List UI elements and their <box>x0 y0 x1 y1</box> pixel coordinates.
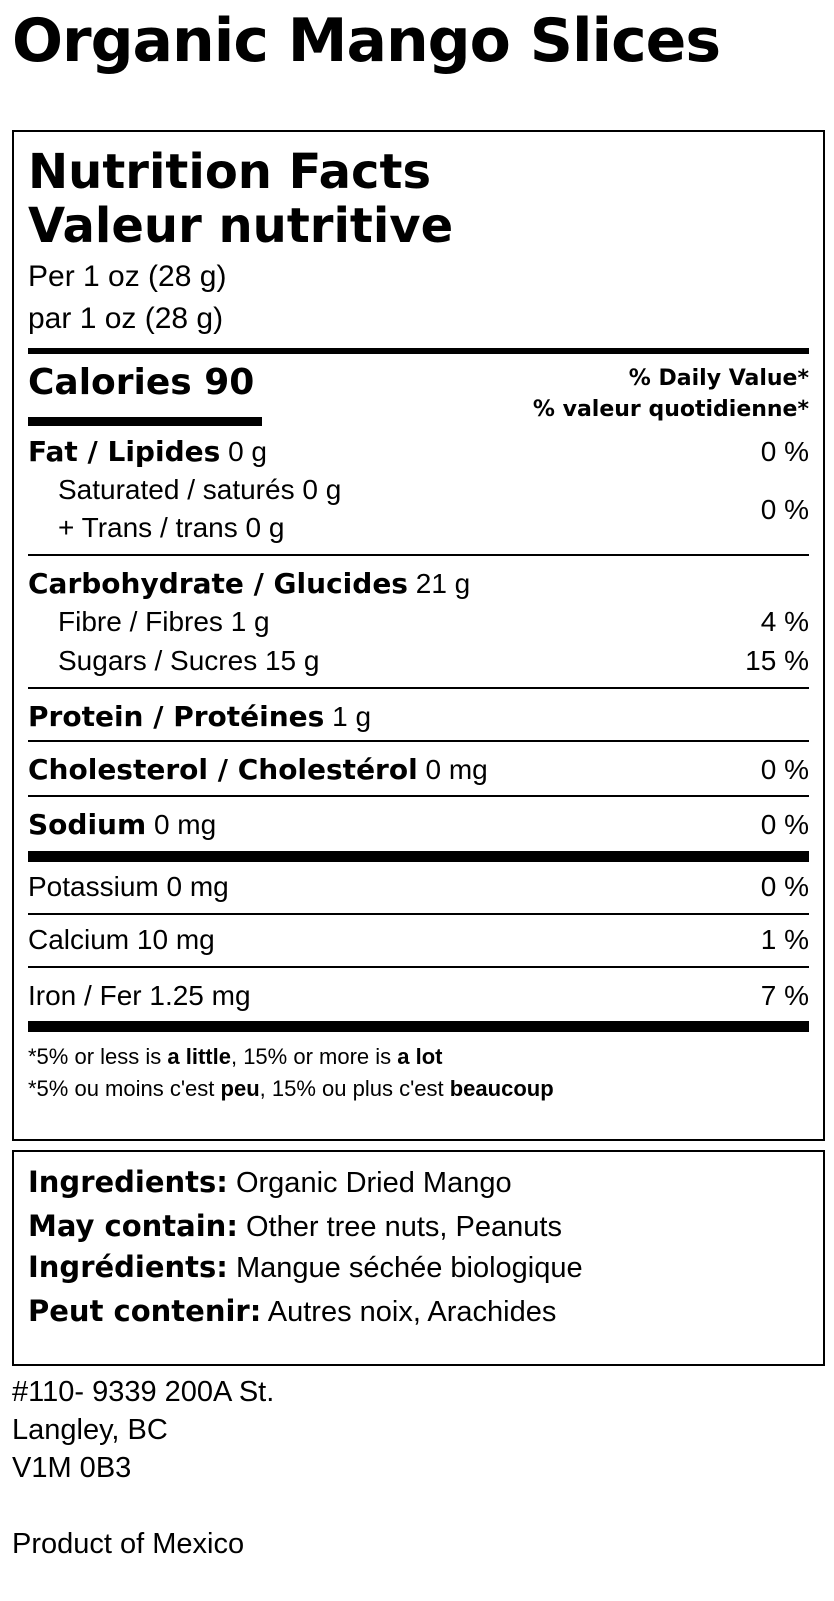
carbohydrate-row <box>28 567 809 601</box>
potassium-label: Potassium 0 mg <box>28 871 229 902</box>
sodium-pct: 0 % <box>760 809 809 840</box>
sugars-row <box>28 644 809 678</box>
address-line-1: #110- 9339 200A St. <box>12 1376 275 1408</box>
saturated-row <box>28 473 809 507</box>
address-line-3: V1M 0B3 <box>12 1452 132 1484</box>
calcium-row <box>28 923 809 957</box>
trans-row <box>28 511 809 545</box>
nutrition-facts-table <box>12 130 825 1141</box>
ingredients-fr: Ingrédients: Mangue séchée biologique <box>28 1250 583 1284</box>
daily-value-header-fr: % valeur quotidienne* <box>532 397 809 422</box>
thick-divider <box>28 851 809 862</box>
sodium-row <box>28 808 809 842</box>
divider <box>28 913 809 915</box>
fat-label: Fat / Lipides <box>28 435 221 468</box>
sodium-label: Sodium <box>28 808 147 841</box>
fibre-pct: 4 % <box>760 606 809 637</box>
calcium-label: Calcium 10 mg <box>28 924 215 955</box>
divider <box>28 740 809 742</box>
thick-divider <box>28 1021 809 1032</box>
cholesterol-pct: 0 % <box>760 754 809 785</box>
thick-divider <box>28 348 809 354</box>
ingredients-en: Ingredients: Organic Dried Mango <box>28 1165 512 1199</box>
carbohydrate-label: Carbohydrate / Glucides <box>28 567 408 600</box>
ingredients-box <box>12 1150 825 1366</box>
fibre-row <box>28 605 809 639</box>
divider <box>28 966 809 968</box>
nutrition-title-en: Nutrition Facts <box>28 144 432 200</box>
potassium-row <box>28 870 809 904</box>
sat-trans-pct: 0 % <box>760 494 809 525</box>
saturated-label: Saturated / saturés 0 g <box>58 474 342 505</box>
protein-amount: 1 g <box>332 701 372 732</box>
divider <box>28 554 809 556</box>
calories: Calories 90 <box>28 362 255 403</box>
calcium-pct: 1 % <box>760 924 809 955</box>
may-contain-fr: Peut contenir: Autres noix, Arachides <box>28 1294 557 1328</box>
potassium-pct: 0 % <box>760 871 809 902</box>
sugars-pct: 15 % <box>745 645 809 676</box>
protein-label: Protein / Protéines <box>28 700 325 733</box>
may-contain-en: May contain: Other tree nuts, Peanuts <box>28 1209 562 1243</box>
fibre-label: Fibre / Fibres 1 g <box>58 606 270 637</box>
trans-label: + Trans / trans 0 g <box>58 512 285 543</box>
iron-label: Iron / Fer 1.25 mg <box>28 980 251 1011</box>
calories-underline <box>28 417 262 426</box>
carbohydrate-amount: 21 g <box>415 568 471 599</box>
fat-amount: 0 g <box>228 436 267 467</box>
sodium-amount: 0 mg <box>153 809 217 840</box>
fat-pct: 0 % <box>760 436 809 467</box>
footnote-fr: *5% ou moins c'est peu, 15% ou plus c'est beaucoup <box>28 1076 554 1101</box>
footnote-en: *5% or less is a little, 15% or more is a lot <box>28 1044 443 1069</box>
divider <box>28 795 809 797</box>
nutrition-title-fr: Valeur nutritive <box>28 198 454 254</box>
protein-row <box>28 700 809 734</box>
fat-row <box>28 435 809 469</box>
address-line-2: Langley, BC <box>12 1414 168 1446</box>
sugars-label: Sugars / Sucres 15 g <box>58 645 320 676</box>
serving-size-fr: par 1 oz (28 g) <box>28 302 224 335</box>
cholesterol-amount: 0 mg <box>425 754 488 785</box>
cholesterol-row <box>28 753 809 787</box>
divider <box>28 687 809 689</box>
cholesterol-label: Cholesterol / Cholestérol <box>28 753 418 786</box>
iron-pct: 7 % <box>760 980 809 1011</box>
product-title: Organic Mango Slices <box>12 6 721 76</box>
daily-value-header-en: % Daily Value* <box>628 366 809 391</box>
product-origin: Product of Mexico <box>12 1528 245 1560</box>
iron-row <box>28 979 809 1013</box>
serving-size-en: Per 1 oz (28 g) <box>28 260 227 293</box>
